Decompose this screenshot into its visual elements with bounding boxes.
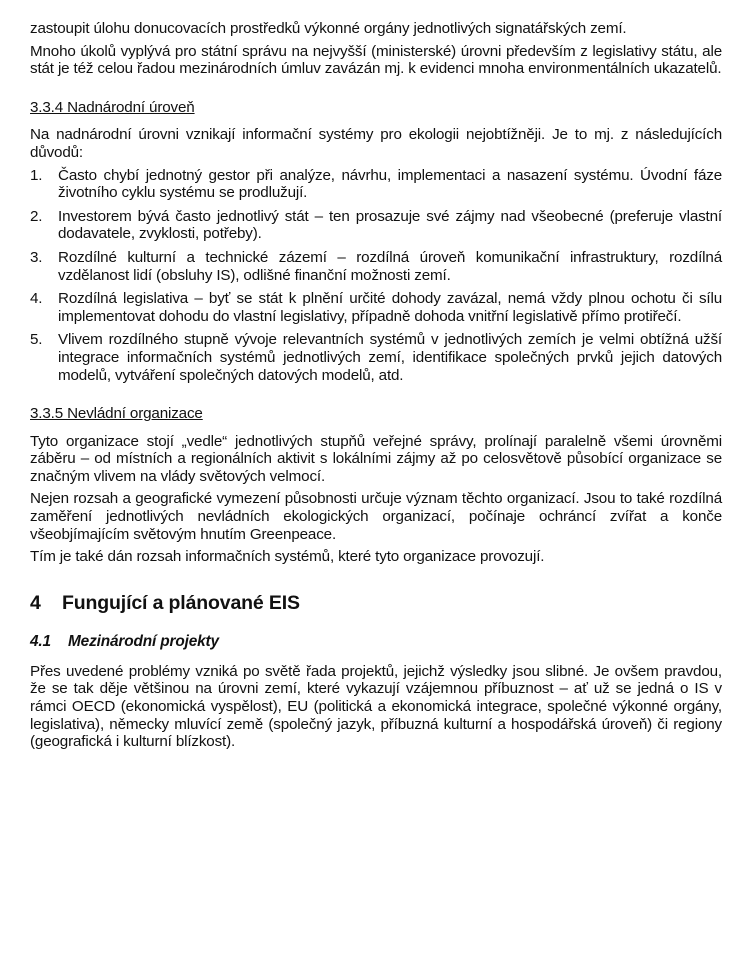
section-number: 4.1 (30, 632, 51, 650)
list-item (30, 167, 722, 202)
section-334-intro: Na nadnárodní úrovni vznikají informační systémy pro ekologii nejobtížněji. Je to mj. z následujících důvodů: (30, 126, 722, 161)
list-item-text: Vlivem rozdílného stupně vývoje relevantních systémů v jednotlivých zemích je velmi obtížná užší integrace informačních systémů jednotlivých zemí, identifikace společných prvků jejich datových modelů, vytváření společných datových modelů, atd. (58, 331, 722, 384)
paragraph-ngo-systems: Tím je také dán rozsah informačních systémů, které tyto organizace provozují. (30, 548, 545, 566)
list-item-number: 1. (30, 166, 43, 184)
section-heading-41 (30, 633, 722, 651)
list-item-number: 4. (30, 290, 43, 308)
section-heading-335: 3.3.5 Nevládní organizace (30, 405, 203, 423)
list-item-number: 2. (30, 207, 43, 225)
list-item-text: Často chybí jednotný gestor při analýze, návrhu, implementaci a nasazení systému. Úvodní fáze životního cyklu systému se prodlužují. (58, 166, 722, 202)
section-title: Mezinárodní projekty (68, 632, 219, 650)
list-item-text: Rozdílná legislativa – byť se stát k plnění určité dohody zavázal, nemá vždy plnou ochotu či sílu implementovat dohodu do vlastní legislativy, případně dohoda vnitřní legislativě přímo protiřečí. (58, 290, 722, 325)
list-item (30, 208, 722, 243)
list-item-number: 3. (30, 248, 43, 266)
reasons-list (30, 167, 722, 385)
list-item (30, 290, 722, 325)
paragraph-international-projects: Přes uvedené problémy vzniká po světě řada projektů, jejichž výsledky jsou slibné. Je ovšem pravdou, že se tak děje většinou na úrovni zemí, které vykazují vzájemnou příbuznost – ať už se jedná o IS v rámci OECD (ekonomická vyspělost), EU (politická a ekonomická integrace, společné výkonné orgány, legislativa), německy mluvící země (společný jazyk, příbuzná kulturní a hospodářská úroveň) či regiony (geografická i kulturní blízkost). (30, 662, 722, 751)
chapter-number: 4 (30, 591, 41, 614)
list-item-number: 5. (30, 331, 43, 349)
paragraph-state-administration: Mnoho úkolů vyplývá pro státní správu na nejvyšší (ministerské) úrovni především z legislativy státu, ale stát je též celou řadou mezinárodních úmluv zavázán mj. k evidenci mnoha environmentálních ukazatelů. (30, 42, 722, 78)
chapter-heading-4 (30, 592, 722, 615)
paragraph-ngo-position: Tyto organizace stojí „vedle“ jednotlivých stupňů veřejné správy, prolínají paralelně všemi úrovněmi záběru – od místních a regionálních aktivit s lokálními zájmy až po celosvětově působící organizace se značným vlivem na vlády světových velmocí. (30, 432, 722, 485)
document-page (30, 20, 722, 756)
list-item (30, 331, 722, 384)
list-item-text: Investorem bývá často jednotlivý stát – ten prosazuje své zájmy nad všeobecné (preferuje vlastní dodavatele, zvyklosti, potřeby). (58, 207, 722, 243)
section-heading-334: 3.3.4 Nadnárodní úroveň (30, 98, 195, 116)
list-item (30, 249, 722, 284)
chapter-title: Fungující a plánované EIS (62, 591, 300, 614)
paragraph-ngo-scope: Nejen rozsah a geografické vymezení působnosti určuje význam těchto organizací. Jsou to také rozdílná zaměření jednotlivých nevládních ekologických organizací, počínaje ochráncí zvířat a konče všeobjímajícím světovým hnutím Greenpeace. (30, 490, 722, 543)
list-item-text: Rozdílné kulturní a technické zázemí – rozdílná úroveň komunikační infrastruktury, rozdílná vzdělanost lidí (obsluhy IS), odlišné finanční možnosti zemí. (58, 248, 722, 284)
paragraph-continuation: zastoupit úlohu donucovacích prostředků výkonné orgány jednotlivých signatářských zemí. (30, 20, 627, 37)
